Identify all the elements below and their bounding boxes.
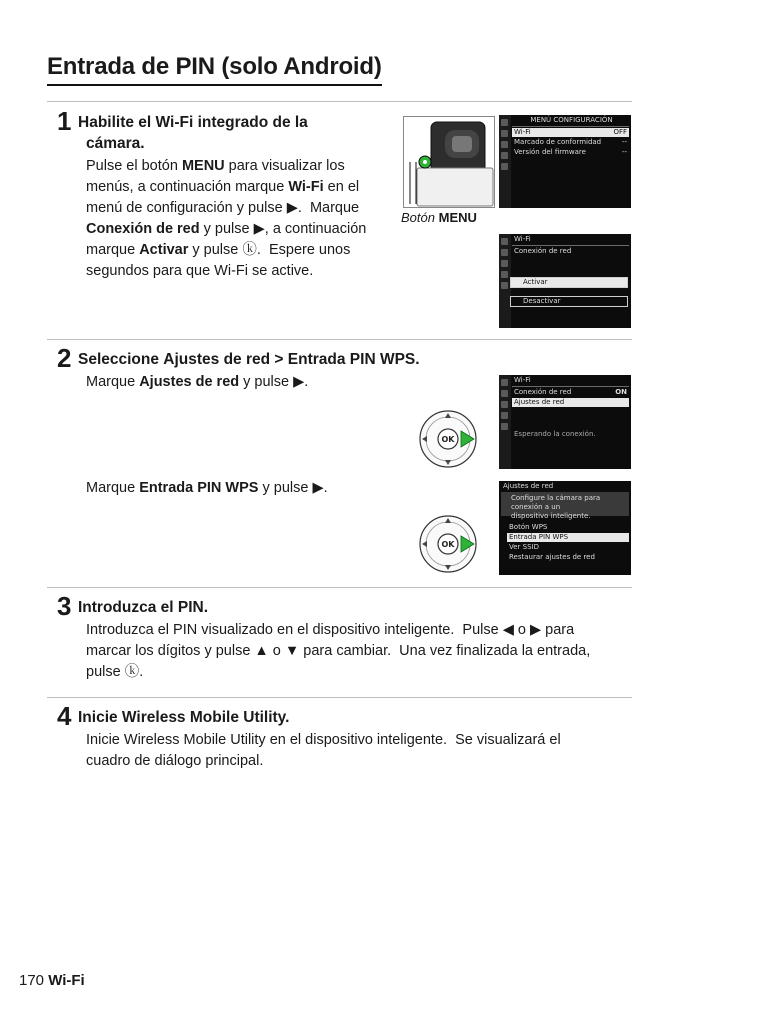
step-heading-line: Habilite el Wi-Fi integrado de la	[78, 114, 308, 131]
step-body: Introduzca el PIN visualizado en el dispositivo inteligente. Pulse ◀ o ▶ para marcar los dígitos y pulse ▲ o ▼ para cambiar. Una vez finalizada la entrada, pulse ⓚ.	[86, 622, 591, 680]
camera-illustration	[403, 116, 495, 208]
screen-header: Wi-Fi	[514, 235, 531, 243]
step-number: 3	[57, 591, 72, 621]
divider	[47, 101, 632, 102]
divider	[47, 697, 632, 698]
network-settings-screen	[499, 481, 631, 575]
screen-option-desactivar: Desactivar	[510, 296, 628, 307]
ok-button-label: OK	[441, 540, 455, 549]
step-body	[86, 156, 396, 282]
setup-menu-screen	[499, 115, 631, 208]
body-line: segundos para que Wi-Fi se active.	[86, 263, 314, 279]
screen-header: MENÚ CONFIGURACIÓN	[530, 116, 613, 124]
step-number: 4	[57, 701, 72, 731]
screen-item-entrada-pin: Entrada PIN WPS	[507, 533, 629, 542]
body-line: menús, a continuación marque Wi-Fi en el	[86, 179, 360, 195]
screen-item: Conexión de red	[514, 247, 572, 255]
body-line: menú de configuración y pulse ▶. Marque	[86, 200, 360, 216]
menu-tabs	[499, 115, 511, 208]
body-line: Conexión de red y pulse ▶, a continuación	[86, 221, 367, 237]
step-heading: Introduzca el PIN.	[78, 599, 209, 616]
step-heading: Seleccione Ajustes de red > Entrada PIN WPS.	[78, 351, 420, 368]
screen-header: Ajustes de red	[503, 482, 554, 490]
caption-italic: Botón	[401, 210, 435, 225]
step-number: 1	[57, 106, 72, 136]
wifi-menu-screen	[499, 234, 631, 328]
step-number: 2	[57, 343, 72, 373]
screen-item-wifi: Wi-Fi OFF	[514, 128, 627, 136]
step-heading-line: cámara.	[86, 135, 145, 152]
menu-tabs	[499, 375, 511, 469]
screen-item: Conexión de red ON	[514, 388, 627, 396]
step-heading	[78, 112, 308, 154]
screen-item: Ver SSID	[509, 543, 539, 551]
screen-description: Configure la cámara para conexión a un dispositivo inteligente.	[501, 492, 629, 516]
step-body: Marque Ajustes de red y pulse ▶.	[86, 374, 309, 390]
multi-selector	[418, 409, 478, 469]
multi-selector	[418, 514, 478, 574]
page-footer	[19, 972, 85, 989]
screen-item: Versión del firmware --	[514, 148, 627, 156]
caption-bold: MENU	[438, 210, 477, 225]
section-name: Wi-Fi	[48, 972, 85, 989]
divider	[47, 587, 632, 588]
step-heading: Inicie Wireless Mobile Utility.	[78, 709, 290, 726]
page-title: Entrada de PIN (solo Android)	[47, 52, 382, 86]
screen-item: Marcado de conformidad --	[514, 138, 627, 146]
ok-button-label: OK	[441, 435, 455, 444]
wifi-connect-screen	[499, 375, 631, 469]
screen-status: Esperando la conexión.	[514, 430, 596, 438]
screen-header: Wi-Fi	[514, 376, 531, 384]
page-number: 170	[19, 972, 45, 989]
screen-item-ajustes: Ajustes de red	[512, 398, 629, 407]
divider	[47, 339, 632, 340]
screen-item: Restaurar ajustes de red	[509, 553, 595, 561]
body-line: Pulse el botón MENU para visualizar los	[86, 158, 345, 174]
step-body: Inicie Wireless Mobile Utility en el dispositivo inteligente. Se visualizará el cuadro de diálogo principal.	[86, 732, 561, 769]
body-line: marque Activar y pulse ⓚ. Espere unos	[86, 242, 351, 258]
screen-option-activar: Activar	[510, 277, 628, 288]
menu-button-caption	[401, 210, 477, 225]
screen-item: Botón WPS	[509, 523, 548, 531]
step-body: Marque Entrada PIN WPS y pulse ▶.	[86, 480, 328, 496]
